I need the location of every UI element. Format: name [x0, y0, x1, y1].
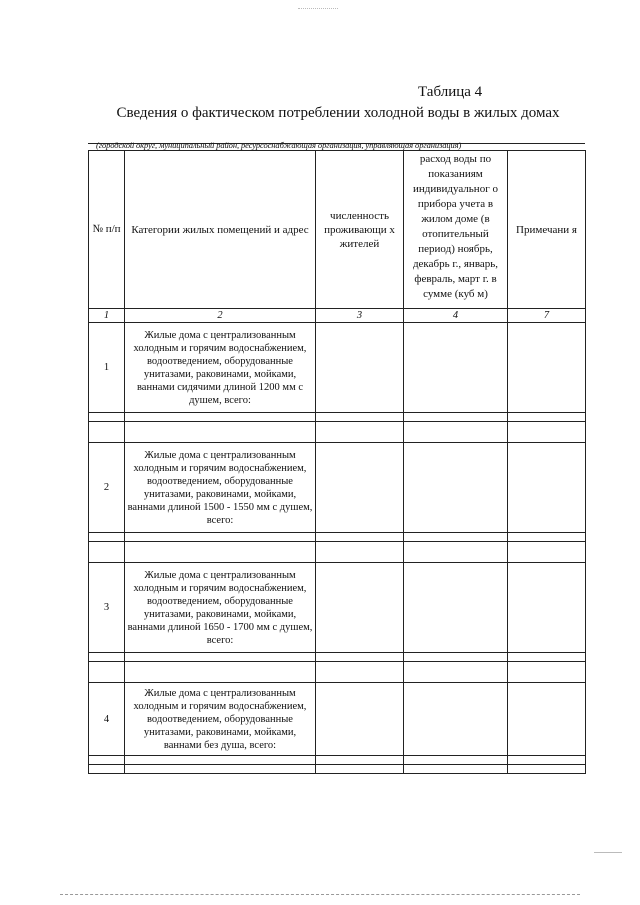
table-row-blank: [89, 765, 586, 774]
header-category: Категории жилых помещений и адрес: [125, 151, 316, 309]
table-number: Таблица 4: [418, 84, 483, 100]
table-row-blank: [89, 653, 586, 662]
scan-speck: [298, 8, 338, 11]
notes-cell[interactable]: [508, 443, 586, 533]
row-number: 4: [89, 683, 125, 756]
document-title: Сведения о фактическом потреблении холодной воды в жилых домах: [116, 105, 560, 121]
header-notes: Примечани я: [508, 151, 586, 309]
header-water-consumption: расход воды по показаниям индивидуальног о прибора учета в жилом доме (в отопительный период) ноябрь, декабрь г., январь, февраль, март г. в сумме (куб м): [404, 151, 508, 309]
table-row: [89, 323, 586, 413]
consumption-cell[interactable]: [404, 323, 508, 413]
table-row-blank: [89, 542, 586, 563]
column-number: 4: [404, 309, 508, 323]
row-category: Жилые дома с централизованным холодным и горячим водоснабжением, водоотведением, оборудованные унитазами, раковинами, мойками, ваннами длиной 1650 - 1700 мм с душем, всего:: [125, 563, 316, 653]
table-row: [89, 563, 586, 653]
row-number: 2: [89, 443, 125, 533]
header-number: № п/п: [89, 151, 125, 309]
consumption-table: [88, 150, 586, 774]
table-row-blank: [89, 533, 586, 542]
row-category: Жилые дома с централизованным холодным и горячим водоснабжением, водоотведением, оборудованные унитазами, раковинами, мойками, ваннами без душа, всего:: [125, 683, 316, 756]
table-row-blank: [89, 422, 586, 443]
notes-cell[interactable]: [508, 563, 586, 653]
table-row: [89, 683, 586, 756]
row-number: 3: [89, 563, 125, 653]
table-row-blank: [89, 662, 586, 683]
consumption-cell[interactable]: [404, 443, 508, 533]
notes-cell[interactable]: [508, 683, 586, 756]
row-category: Жилые дома с централизованным холодным и горячим водоснабжением, водоотведением, оборудованные унитазами, раковинами, мойками, ваннами длиной 1500 - 1550 мм с душем, всего:: [125, 443, 316, 533]
table-header-row: [89, 151, 586, 309]
consumption-cell[interactable]: [404, 563, 508, 653]
row-number: 1: [89, 323, 125, 413]
document-subtitle: (городской округ, муниципальный район, ресурсоснабжающая организация, управляющая организация): [96, 140, 462, 150]
table-row-blank: [89, 413, 586, 422]
table-row-blank: [89, 756, 586, 765]
residents-cell[interactable]: [316, 563, 404, 653]
residents-cell[interactable]: [316, 683, 404, 756]
scan-mark: [594, 852, 622, 853]
table-row: [89, 443, 586, 533]
column-number: 3: [316, 309, 404, 323]
header-residents: численность проживающи х жителей: [316, 151, 404, 309]
notes-cell[interactable]: [508, 323, 586, 413]
scan-edge-line: [60, 894, 580, 895]
residents-cell[interactable]: [316, 323, 404, 413]
row-category: Жилые дома с централизованным холодным и горячим водоснабжением, водоотведением, оборудованные унитазами, раковинами, мойками, ваннами сидячими длиной 1200 мм с душем, всего:: [125, 323, 316, 413]
residents-cell[interactable]: [316, 443, 404, 533]
column-number: 2: [125, 309, 316, 323]
consumption-cell[interactable]: [404, 683, 508, 756]
column-number: 7: [508, 309, 586, 323]
column-number: 1: [89, 309, 125, 323]
column-numbers-row: [89, 309, 586, 323]
